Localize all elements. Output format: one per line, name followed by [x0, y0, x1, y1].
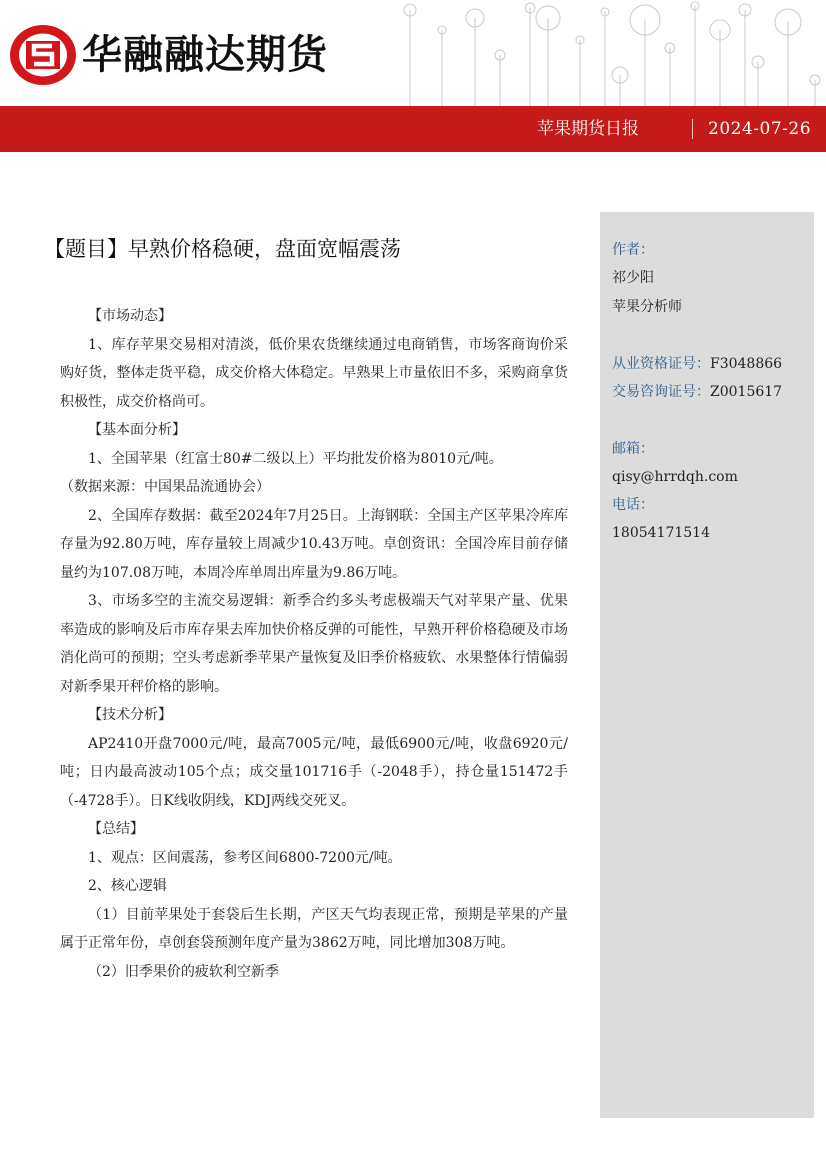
author-sidebar — [600, 212, 814, 1118]
article-title: 【题目】早熟价格稳硬，盘面宽幅震荡 — [44, 237, 401, 261]
article-body — [60, 302, 568, 986]
phone-label: 电话： — [612, 497, 654, 513]
paragraph-market-1: 1、库存苹果交易相对清淡，低价果农货继续通过电商销售，市场客商询价采购好货，整体走货平稳，成交价格大体稳定。早熟果上市量依旧不多，采购商拿货积极性，成交价格尚可。 — [60, 336, 568, 410]
header-decoration — [380, 0, 826, 106]
license-row — [612, 354, 782, 374]
paragraph-summary-2: 2、核心逻辑 — [88, 878, 167, 894]
paragraph-technical-1: AP2410开盘7000元/吨，最高7005元/吨，最低6900元/吨，收盘6920元/吨；日内最高波动105个点；成交量101716手（-2048手），持仓量151472手（-4728手）。日K线收阴线，KDJ两线交死叉。 — [60, 735, 568, 809]
author-label: 作者： — [612, 242, 654, 258]
report-title: 苹果期货日报 — [537, 119, 639, 139]
section-heading-market: 【市场动态】 — [88, 308, 172, 324]
page-header — [0, 0, 826, 106]
consult-value: Z0015617 — [710, 384, 783, 400]
paragraph-summary-1: 1、观点：区间震荡，参考区间6800-7200元/吨。 — [88, 849, 402, 866]
consult-row — [612, 382, 782, 402]
email-value[interactable]: qisy@hrrdqh.com — [612, 469, 738, 485]
paragraph-fundamental-1: 1、全国苹果（红富士80#二级以上）平均批发价格为8010元/吨。 — [88, 450, 503, 467]
data-source-note: （数据来源：中国果品流通协会） — [60, 479, 270, 495]
report-date: 2024-07-26 — [708, 119, 812, 139]
paragraph-summary-4: （2）旧季果价的疲软利空新季 — [88, 963, 279, 980]
section-heading-summary: 【总结】 — [88, 821, 144, 837]
consult-label: 交易咨询证号： — [612, 384, 710, 400]
company-logo-icon — [8, 24, 78, 86]
author-role: 苹果分析师 — [612, 299, 682, 315]
report-banner — [0, 106, 826, 152]
paragraph-summary-3: （1）目前苹果处于套袋后生长期，产区天气均表现正常，预期是苹果的产量属于正常年份，卓创套袋预测年度产量为3862万吨，同比增加308万吨。 — [60, 906, 568, 951]
section-heading-technical: 【技术分析】 — [88, 707, 172, 723]
brand-name: 华融融达期货 — [82, 32, 328, 78]
phone-value: 18054171514 — [612, 525, 710, 541]
section-heading-fundamental: 【基本面分析】 — [88, 422, 186, 438]
license-label: 从业资格证号： — [612, 356, 710, 372]
banner-divider — [692, 119, 693, 139]
paragraph-fundamental-2: 2、全国库存数据：截至2024年7月25日。上海钢联：全国主产区苹果冷库库存量为92.80万吨，库存量较上周减少10.43万吨。卓创资讯：全国冷库目前存储量约为107.08万吨，本周冷库单周出库量为9.86万吨。 — [60, 507, 568, 581]
paragraph-fundamental-3: 3、市场多空的主流交易逻辑：新季合约多头考虑极端天气对苹果产量、优果率造成的影响及后市库存果去库加快价格反弹的可能性，早熟开秤价格稳硬及市场消化尚可的预期；空头考虑新季苹果产量恢复及旧季价格疲软、水果整体行情偏弱对新季果开秤价格的影响。 — [60, 593, 568, 695]
author-name: 祁少阳 — [612, 270, 654, 286]
license-value: F3048866 — [710, 356, 783, 372]
email-label: 邮箱： — [612, 441, 654, 457]
